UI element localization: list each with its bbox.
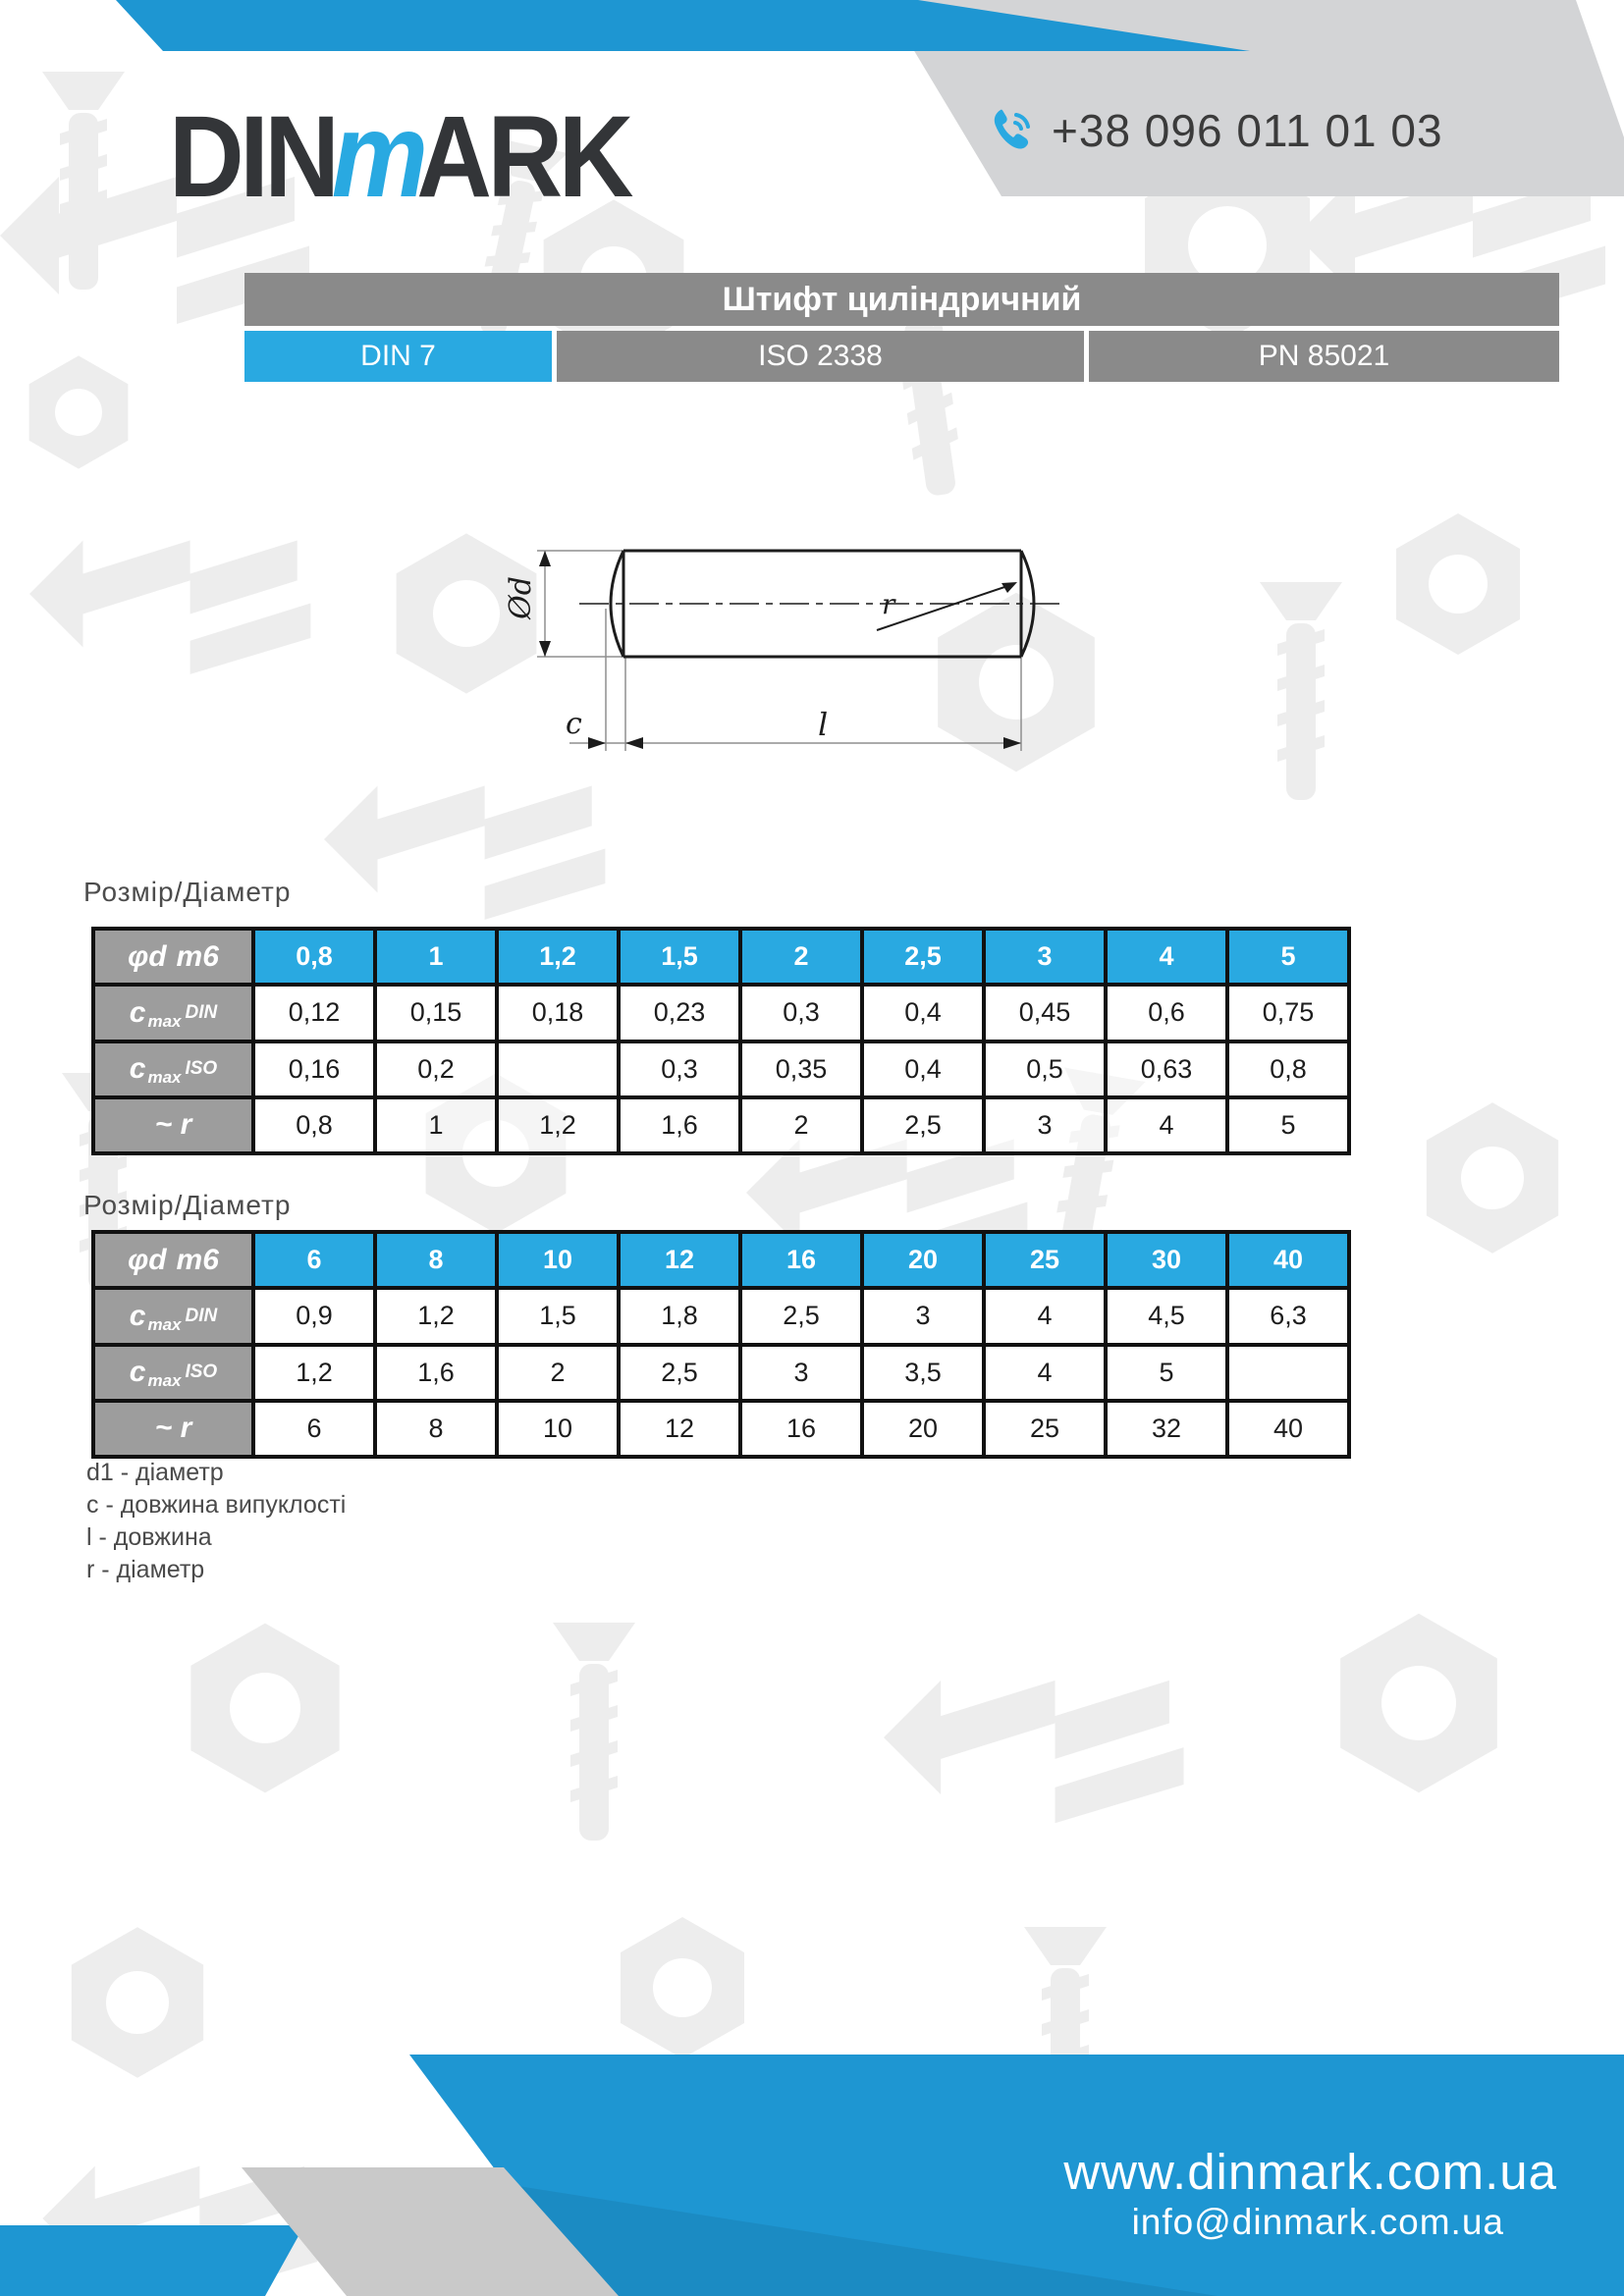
table-corner-cell: φd m6 xyxy=(93,929,253,985)
table-cell: 0,35 xyxy=(740,1041,862,1097)
legend-line: r - діаметр xyxy=(86,1556,205,1583)
table-cell: 4 xyxy=(984,1345,1106,1401)
table-cell: 0,75 xyxy=(1227,985,1349,1041)
logo-text-post: ARK xyxy=(416,92,629,222)
table-cell: 1,8 xyxy=(619,1288,740,1344)
phone-number: +38 096 011 01 03 xyxy=(1052,105,1443,156)
table-row-label: c max ISO xyxy=(93,1041,253,1097)
table-cell: 0,4 xyxy=(862,985,984,1041)
table-cell: 2,5 xyxy=(862,1097,984,1153)
table-cell: 4 xyxy=(1106,1097,1227,1153)
table-header-cell: 25 xyxy=(984,1232,1106,1288)
table-header-cell: 6 xyxy=(253,1232,375,1288)
legend-line: d1 - діаметр xyxy=(86,1459,224,1486)
table-header-cell: 20 xyxy=(862,1232,984,1288)
table-cell: 10 xyxy=(497,1401,619,1457)
dim-label-l: l xyxy=(818,706,829,743)
table-cell: 0,8 xyxy=(1227,1041,1349,1097)
legend-line: c - довжина випуклості xyxy=(86,1491,347,1519)
table-corner-cell: φd m6 xyxy=(93,1232,253,1288)
table-header-cell: 40 xyxy=(1227,1232,1349,1288)
table-row-label: c max ISO xyxy=(93,1345,253,1401)
dim-label-c: c xyxy=(566,707,582,741)
table-header-cell: 0,8 xyxy=(253,929,375,985)
table-cell: 5 xyxy=(1106,1345,1227,1401)
table-row-label: ~ r xyxy=(93,1401,253,1457)
table-cell: 3 xyxy=(740,1345,862,1401)
legend-line: l - довжина xyxy=(86,1523,212,1551)
table-header-cell: 16 xyxy=(740,1232,862,1288)
standards-row xyxy=(244,331,1559,382)
table-cell: 0,63 xyxy=(1106,1041,1227,1097)
table-cell: 1,5 xyxy=(497,1288,619,1344)
table-cell: 2,5 xyxy=(740,1288,862,1344)
table-cell: 12 xyxy=(619,1401,740,1457)
table-cell xyxy=(1227,1345,1349,1401)
dimension-table-1 xyxy=(91,927,1351,1155)
table-cell: 0,2 xyxy=(375,1041,497,1097)
table-cell: 0,23 xyxy=(619,985,740,1041)
table-cell: 0,15 xyxy=(375,985,497,1041)
table-header-cell: 1 xyxy=(375,929,497,985)
table-cell: 1,2 xyxy=(497,1097,619,1153)
table-cell: 32 xyxy=(1106,1401,1227,1457)
table-cell: 0,3 xyxy=(619,1041,740,1097)
logo-text-m: m xyxy=(331,88,424,223)
table-header-cell: 2,5 xyxy=(862,929,984,985)
table-row-label: c max DIN xyxy=(93,985,253,1041)
section-heading-2: Розмір/Діаметр xyxy=(83,1190,292,1220)
table-cell: 1,6 xyxy=(375,1345,497,1401)
table-cell: 6 xyxy=(253,1401,375,1457)
table-cell: 20 xyxy=(862,1401,984,1457)
table-header-cell: 30 xyxy=(1106,1232,1227,1288)
table-cell: 0,45 xyxy=(984,985,1106,1041)
table-cell: 25 xyxy=(984,1401,1106,1457)
table-row-label: ~ r xyxy=(93,1097,253,1153)
table-cell: 2 xyxy=(740,1097,862,1153)
dinmark-logo xyxy=(169,88,629,223)
standard-iso: ISO 2338 xyxy=(557,331,1084,382)
website-url: www.dinmark.com.ua xyxy=(1063,2144,1557,2200)
product-title-bar: Штифт циліндричний xyxy=(244,273,1559,326)
dim-label-diameter: Ød xyxy=(504,576,538,619)
table-cell: 0,16 xyxy=(253,1041,375,1097)
technical-drawing xyxy=(334,515,1080,810)
table-cell: 1,2 xyxy=(253,1345,375,1401)
table-cell: 16 xyxy=(740,1401,862,1457)
table-cell: 6,3 xyxy=(1227,1288,1349,1344)
logo-text-pre: DIN xyxy=(169,92,336,222)
table-cell: 4 xyxy=(984,1288,1106,1344)
table-cell: 0,6 xyxy=(1106,985,1227,1041)
table-header-cell: 10 xyxy=(497,1232,619,1288)
table-header-cell: 1,2 xyxy=(497,929,619,985)
table-header-cell: 1,5 xyxy=(619,929,740,985)
section-heading-1: Розмір/Діаметр xyxy=(83,877,292,907)
table-cell: 0,9 xyxy=(253,1288,375,1344)
table-cell: 3 xyxy=(862,1288,984,1344)
table-header-cell: 12 xyxy=(619,1232,740,1288)
table-cell: 0,18 xyxy=(497,985,619,1041)
table-cell: 2,5 xyxy=(619,1345,740,1401)
standard-din: DIN 7 xyxy=(244,331,552,382)
table-cell: 0,5 xyxy=(984,1041,1106,1097)
standard-pn: PN 85021 xyxy=(1089,331,1559,382)
table-header-cell: 5 xyxy=(1227,929,1349,985)
table-cell: 0,3 xyxy=(740,985,862,1041)
table-cell: 1,6 xyxy=(619,1097,740,1153)
table-header-cell: 3 xyxy=(984,929,1106,985)
table-cell: 8 xyxy=(375,1401,497,1457)
table-cell: 3,5 xyxy=(862,1345,984,1401)
table-cell: 5 xyxy=(1227,1097,1349,1153)
table-header-cell: 2 xyxy=(740,929,862,985)
table-cell xyxy=(497,1041,619,1097)
table-cell: 40 xyxy=(1227,1401,1349,1457)
table-header-cell: 8 xyxy=(375,1232,497,1288)
table-cell: 1,2 xyxy=(375,1288,497,1344)
table-row-label: c max DIN xyxy=(93,1288,253,1344)
dimension-table-2 xyxy=(91,1230,1351,1459)
table-cell: 0,4 xyxy=(862,1041,984,1097)
legend xyxy=(86,1457,346,1586)
table-cell: 1 xyxy=(375,1097,497,1153)
phone-block xyxy=(987,104,1443,157)
email-address: info@dinmark.com.ua xyxy=(1131,2202,1504,2242)
dim-label-r: r xyxy=(882,588,895,620)
table-cell: 4,5 xyxy=(1106,1288,1227,1344)
phone-icon xyxy=(987,105,1038,156)
table-cell: 0,12 xyxy=(253,985,375,1041)
table-header-cell: 4 xyxy=(1106,929,1227,985)
table-cell: 3 xyxy=(984,1097,1106,1153)
table-cell: 2 xyxy=(497,1345,619,1401)
table-cell: 0,8 xyxy=(253,1097,375,1153)
